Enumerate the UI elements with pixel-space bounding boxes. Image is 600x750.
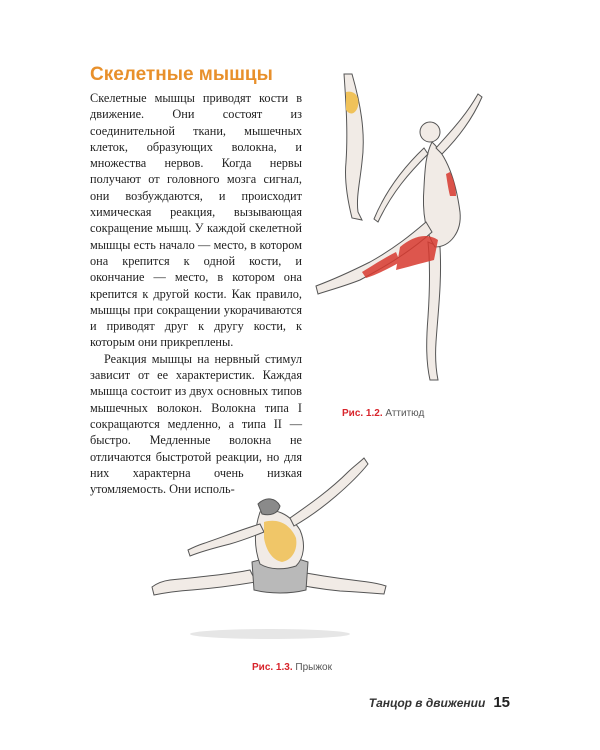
left-arm xyxy=(188,524,264,556)
floor-shadow xyxy=(190,629,350,639)
figure-1-2-text: Аттитюд xyxy=(385,408,425,419)
standing-leg xyxy=(427,242,441,380)
figure-jump-illustration xyxy=(140,452,400,642)
paragraph-1: Скелетные мышцы приводят кости в движение. Они состоят из соединительной ткани, мышечных клеток, образующих волокна, и множества нервов. Когда нервы получают от головного мозга сигнал, они возбуждаются, и происходит химическая реакция, вызывающая сокращение мышц. У каждой скелетной мышцы есть начало — место, в котором она крепится к одной кости, и окончание — место, в котором она крепится к другой кости. Как правило, мышцы при сокращении укорачиваются и приводят друг к другу кости, к которым они прикреплены. xyxy=(90,91,302,350)
right-arm xyxy=(290,458,368,526)
figure-1-3-text: Прыжок xyxy=(295,662,332,673)
head-and-neck xyxy=(258,499,280,515)
figure-attitude-illustration xyxy=(300,62,500,392)
body-text xyxy=(90,90,302,497)
section-heading: Скелетные мышцы xyxy=(90,64,273,85)
paragraph-2: Реакция мышцы на нервный стимул зависит от ее характеристик. Каждая мышца состоит из двух основных типов мышечных волокон. Волокна типа I сокращаются медленно, а типа II — быстро. Медленные волокна не отличаются быстротой реакции, но для них характерна очень низкая утомляемость. Они исполь- xyxy=(90,351,302,497)
footer-book-title: Танцор в движении xyxy=(368,696,486,710)
figure-1-3-caption xyxy=(252,662,332,673)
side-arm xyxy=(374,148,428,222)
head xyxy=(420,122,440,142)
raised-arm xyxy=(436,94,482,154)
figure-1-2-number: Рис. 1.2. xyxy=(342,408,383,419)
figure-1-2-caption xyxy=(342,408,424,419)
figure-1-3-number: Рис. 1.3. xyxy=(252,662,293,673)
page-footer xyxy=(369,694,510,712)
page-number: 15 xyxy=(493,694,510,711)
left-leg xyxy=(152,570,256,595)
